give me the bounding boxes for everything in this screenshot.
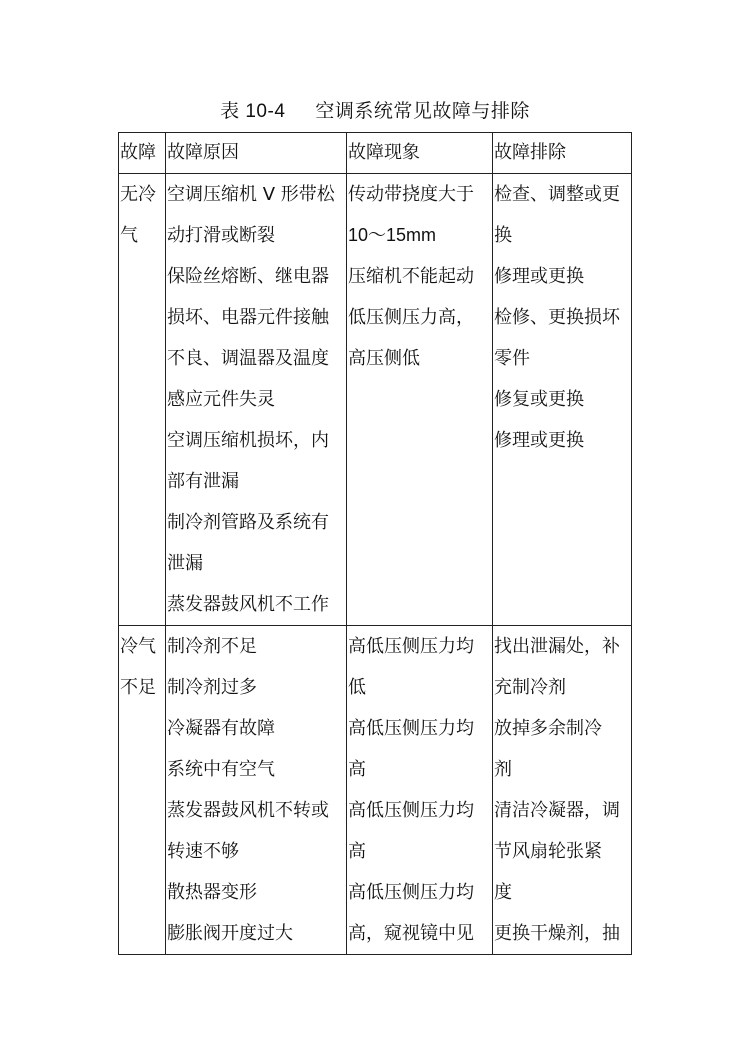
symptom-line: 传动带挠度大于: [348, 184, 474, 205]
remedy-cell: [493, 626, 632, 955]
remedy-line: 放掉多余制冷: [494, 718, 602, 739]
cause-line: 感应元件失灵: [167, 389, 275, 410]
symptom-line: 低压侧压力高，: [348, 307, 474, 328]
cause-line: 动打滑或断裂: [167, 225, 275, 246]
cause-cell: [166, 626, 347, 955]
cause-line: 蒸发器鼓风机不工作: [167, 594, 329, 615]
remedy-line: 剂: [494, 759, 512, 780]
cause-line: 空调压缩机损坏，内: [167, 430, 329, 451]
cause-line: 转速不够: [167, 841, 239, 862]
cause-line: 制冷剂管路及系统有: [167, 512, 329, 533]
symptom-cell: [347, 626, 493, 955]
remedy-line: 充制冷剂: [494, 677, 566, 698]
cause-line: 散热器变形: [167, 882, 257, 903]
symptom-line: 高低压侧压力均: [348, 718, 474, 739]
remedy-line: 换: [494, 225, 512, 246]
remedy-line: 度: [494, 882, 512, 903]
table-number: 表 10-4: [220, 101, 286, 122]
symptom-line: 高，窥视镜中见: [348, 923, 474, 944]
table-row: [119, 626, 632, 955]
fault-cell: [119, 626, 166, 955]
remedy-line: 检查、调整或更: [494, 184, 620, 205]
cause-line: 膨胀阀开度过大: [167, 923, 293, 944]
cause-line: 系统中有空气: [167, 759, 275, 780]
symptom-line: 10～15mm: [348, 225, 437, 245]
header-remedy: 故障排除: [493, 133, 632, 174]
remedy-line: 更换干燥剂，抽: [494, 923, 620, 944]
cause-line: 空调压缩机 V 形带松: [167, 184, 335, 205]
cause-line: 冷凝器有故障: [167, 718, 275, 739]
table-row: [119, 174, 632, 626]
remedy-line: 检修、更换损坏: [494, 307, 620, 328]
header-fault: 故障: [119, 133, 166, 174]
cause-line: 蒸发器鼓风机不转或: [167, 800, 329, 821]
fault-table: [118, 132, 632, 955]
fault-line: 冷气: [120, 636, 156, 657]
remedy-line: 找出泄漏处，补: [494, 636, 620, 657]
symptom-line: 低: [348, 677, 366, 698]
remedy-line: 零件: [494, 348, 530, 369]
symptom-cell: [347, 174, 493, 626]
header-cause: 故障原因: [166, 133, 347, 174]
header-row: [119, 133, 632, 174]
symptom-line: 高: [348, 841, 366, 862]
fault-cell: [119, 174, 166, 626]
remedy-cell: [493, 174, 632, 626]
cause-line: 保险丝熔断、继电器: [167, 266, 329, 287]
symptom-line: 压缩机不能起动: [348, 266, 474, 287]
remedy-line: 修理或更换: [494, 430, 584, 451]
cause-line: 泄漏: [167, 553, 203, 574]
symptom-line: 高低压侧压力均: [348, 800, 474, 821]
remedy-line: 修复或更换: [494, 389, 584, 410]
symptom-line: 高压侧低: [348, 348, 420, 369]
symptom-line: 高低压侧压力均: [348, 882, 474, 903]
fault-line: 不足: [120, 677, 156, 698]
fault-line: 气: [120, 225, 138, 246]
cause-line: 制冷剂不足: [167, 636, 257, 657]
header-symptom: 故障现象: [347, 133, 493, 174]
cause-cell: [166, 174, 347, 626]
symptom-line: 高低压侧压力均: [348, 636, 474, 657]
symptom-line: 高: [348, 759, 366, 780]
remedy-line: 清洁冷凝器，调: [494, 800, 620, 821]
cause-line: 损坏、电器元件接触: [167, 307, 329, 328]
cause-line: 部有泄漏: [167, 471, 239, 492]
cause-line: 不良、调温器及温度: [167, 348, 329, 369]
remedy-line: 修理或更换: [494, 266, 584, 287]
remedy-line: 节风扇轮张紧: [494, 841, 602, 862]
table-caption: [0, 96, 750, 127]
cause-line: 制冷剂过多: [167, 677, 257, 698]
fault-line: 无冷: [120, 184, 156, 205]
table-title: 空调系统常见故障与排除: [315, 100, 530, 122]
